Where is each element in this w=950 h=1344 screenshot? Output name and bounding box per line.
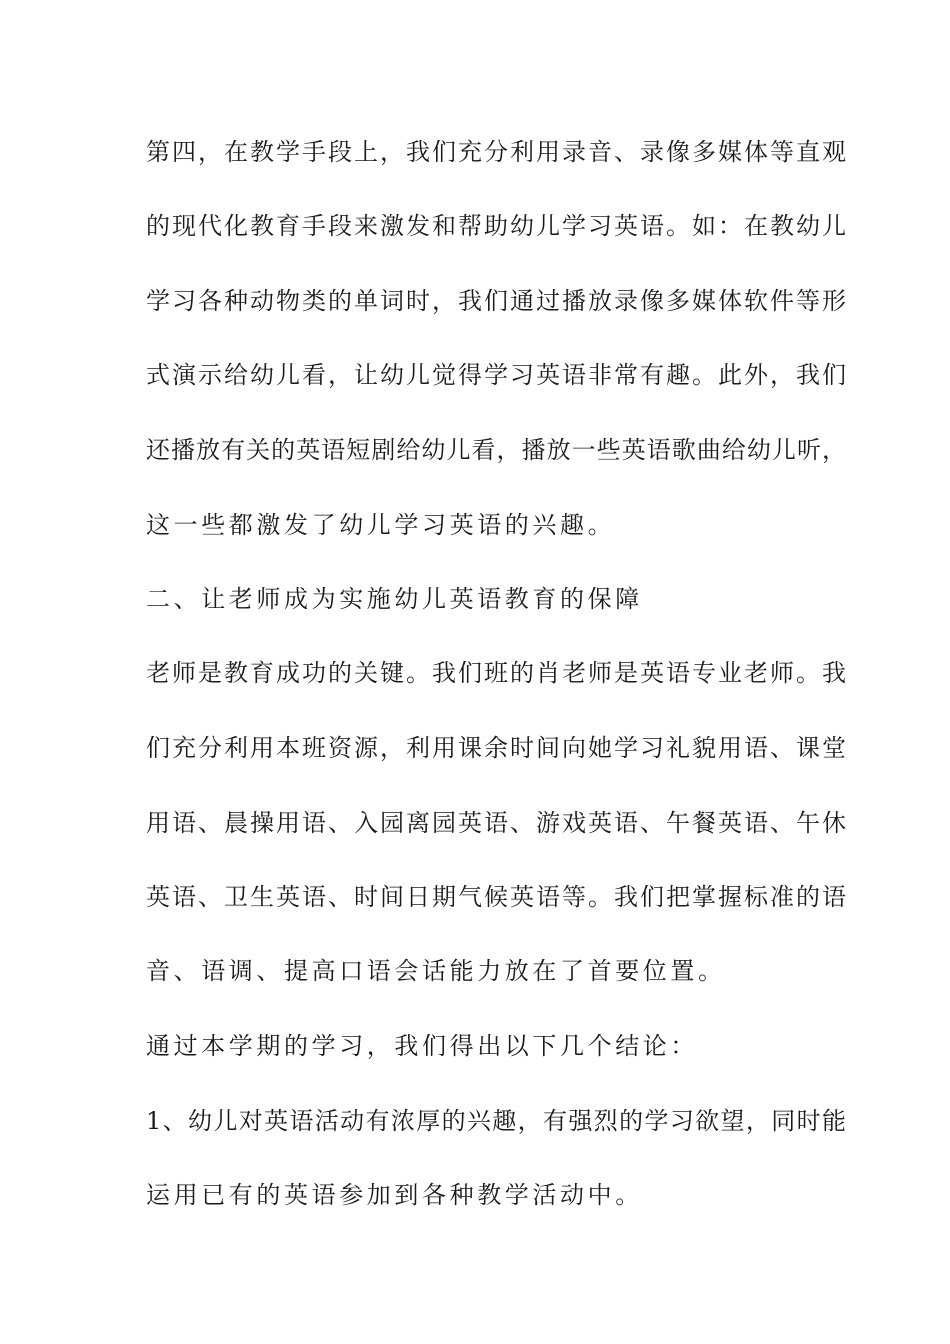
text-line-2: 的现代化教育手段来激发和帮助幼儿学习英语。如：在教幼儿 [146, 212, 846, 240]
text-line-5: 还播放有关的英语短剧给幼儿看，播放一些英语歌曲给幼儿听， [146, 436, 846, 464]
text-line-15: 运用已有的英语参加到各种教学活动中。 [146, 1181, 643, 1209]
text-line-10: 用语、晨操用语、入园离园英语、游戏英语、午餐英语、午休 [146, 809, 846, 837]
text-line-13: 通过本学期的学习，我们得出以下几个结论： [146, 1032, 698, 1060]
section-heading: 二、让老师成为实施幼儿英语教育的保障 [146, 585, 643, 613]
text-line-1: 第四，在教学手段上，我们充分利用录音、录像多媒体等直观 [146, 138, 846, 166]
text-line-9: 们充分利用本班资源，利用课余时间向她学习礼貌用语、课堂 [146, 734, 846, 762]
text-line-6: 这一些都激发了幼儿学习英语的兴趣。 [146, 511, 616, 539]
text-line-12: 音、语调、提高口语会话能力放在了首要位置。 [146, 957, 726, 985]
text-line-11: 英语、卫生英语、时间日期气候英语等。我们把掌握标准的语 [146, 883, 846, 911]
text-line-14: 1、幼儿对英语活动有浓厚的兴趣，有强烈的学习欲望，同时能 [146, 1107, 846, 1135]
text-line-4: 式演示给幼儿看，让幼儿觉得学习英语非常有趣。此外，我们 [146, 361, 846, 389]
text-line-8: 老师是教育成功的关键。我们班的肖老师是英语专业老师。我 [146, 659, 846, 687]
text-line-3: 学习各种动物类的单词时，我们通过播放录像多媒体软件等形 [146, 287, 846, 315]
